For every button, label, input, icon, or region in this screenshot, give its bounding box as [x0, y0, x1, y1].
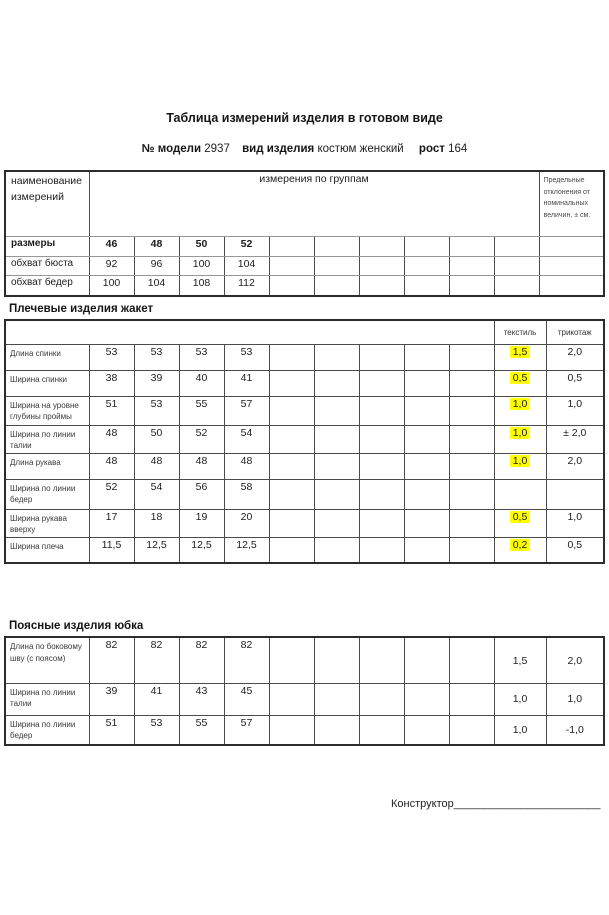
knit-tolerance-cell: 0,5	[546, 370, 604, 396]
empty-cell	[269, 453, 314, 479]
empty-cell	[494, 257, 539, 276]
empty-cell	[404, 509, 449, 537]
skirt-table-body	[5, 637, 604, 745]
textile-tolerance-cell	[494, 344, 546, 370]
table-row	[5, 344, 604, 370]
empty-cell	[269, 237, 314, 257]
empty-cell	[269, 509, 314, 537]
value-cell: 39	[89, 683, 134, 715]
row-label: Длина спинки	[5, 344, 89, 370]
knit-tolerance-cell: ± 2,0	[546, 425, 604, 453]
empty-cell	[314, 715, 359, 745]
model-value: 2937	[204, 143, 230, 155]
value-cell: 40	[179, 370, 224, 396]
empty-cell	[359, 537, 404, 563]
empty-cell	[404, 396, 449, 425]
empty-cell	[449, 396, 494, 425]
size-table-body	[5, 237, 604, 296]
tolerance-cell	[539, 276, 604, 296]
knit-tolerance-cell: 1,0	[546, 509, 604, 537]
empty-cell	[269, 715, 314, 745]
empty-cell	[449, 683, 494, 715]
value-cell: 100	[179, 257, 224, 276]
empty-cell	[449, 276, 494, 296]
value-cell: 51	[89, 715, 134, 745]
signature-underline: ________________________	[453, 798, 601, 811]
col-header-tolerance: Предельные отклонения от номинальных величин, ± см.	[539, 171, 604, 237]
row-label: Ширина спинки	[5, 370, 89, 396]
value-cell: 55	[179, 715, 224, 745]
col-header-measurement-name: наименование измерений	[5, 171, 89, 237]
value-cell: 55	[179, 396, 224, 425]
empty-cell	[404, 276, 449, 296]
value-cell: 53	[224, 344, 269, 370]
table-row	[5, 509, 604, 537]
value-cell: 100	[89, 276, 134, 296]
knit-tolerance-cell: -1,0	[546, 715, 604, 745]
empty-cell	[359, 257, 404, 276]
empty-cell	[314, 396, 359, 425]
value-cell: 46	[89, 237, 134, 257]
textile-tolerance-cell	[494, 396, 546, 425]
value-cell: 12,5	[224, 537, 269, 563]
product-type-label: вид изделия	[242, 143, 315, 155]
product-type-value: костюм женский	[317, 143, 404, 155]
row-label: Ширина по линии бедер	[5, 479, 89, 509]
jacket-table-body	[5, 344, 604, 563]
page-title: Таблица измерений изделия в готовом виде	[166, 111, 443, 125]
textile-tolerance-cell: 1,0	[494, 715, 546, 745]
empty-cell	[314, 479, 359, 509]
value-cell: 39	[134, 370, 179, 396]
knit-tolerance-cell: 2,0	[546, 344, 604, 370]
value-cell: 54	[134, 479, 179, 509]
value-cell: 82	[224, 637, 269, 683]
value-cell: 43	[179, 683, 224, 715]
empty-cell	[314, 537, 359, 563]
empty-cell	[404, 237, 449, 257]
table-row	[5, 396, 604, 425]
highlighted-value: 1,0	[510, 427, 531, 439]
textile-tolerance-cell	[494, 453, 546, 479]
empty-cell	[404, 715, 449, 745]
empty-cell	[359, 715, 404, 745]
table-row	[5, 537, 604, 563]
value-cell: 108	[179, 276, 224, 296]
jacket-table-header-row	[5, 320, 604, 345]
value-cell: 48	[89, 425, 134, 453]
value-cell: 48	[224, 453, 269, 479]
empty-cell	[404, 370, 449, 396]
empty-cell	[494, 276, 539, 296]
value-cell: 82	[134, 637, 179, 683]
value-cell: 53	[134, 344, 179, 370]
table-row	[5, 453, 604, 479]
empty-cell	[269, 637, 314, 683]
value-cell: 18	[134, 509, 179, 537]
value-cell: 52	[89, 479, 134, 509]
textile-tolerance-cell: 1,0	[494, 683, 546, 715]
empty-cell	[314, 637, 359, 683]
row-label: Ширина плеча	[5, 537, 89, 563]
value-cell: 41	[224, 370, 269, 396]
row-label: Длина рукава	[5, 453, 89, 479]
row-label: Ширина по линии талии	[5, 425, 89, 453]
value-cell: 12,5	[179, 537, 224, 563]
value-cell: 104	[134, 276, 179, 296]
value-cell: 92	[89, 257, 134, 276]
highlighted-value: 1,0	[510, 455, 531, 467]
size-table-header-row	[5, 171, 604, 237]
table-row	[5, 257, 604, 276]
value-cell: 48	[134, 237, 179, 257]
section-title-skirt: Поясные изделия юбка	[9, 620, 144, 633]
tolerance-cell	[539, 237, 604, 257]
height-value: 164	[448, 143, 468, 155]
empty-cell	[359, 509, 404, 537]
value-cell: 20	[224, 509, 269, 537]
table-row	[5, 425, 604, 453]
empty-cell	[269, 257, 314, 276]
value-cell: 12,5	[134, 537, 179, 563]
empty-cell	[269, 479, 314, 509]
highlighted-value: 1,0	[510, 398, 531, 410]
value-cell: 53	[179, 344, 224, 370]
highlighted-value: 0,2	[510, 539, 531, 551]
empty-cell	[449, 715, 494, 745]
constructor-label: Конструктор	[391, 798, 454, 811]
value-cell: 57	[224, 715, 269, 745]
empty-cell	[404, 257, 449, 276]
empty-cell	[359, 683, 404, 715]
empty-cell	[359, 344, 404, 370]
empty-cell	[449, 537, 494, 563]
skirt-table	[4, 636, 605, 746]
empty-cell	[359, 453, 404, 479]
knit-tolerance-cell	[546, 479, 604, 509]
model-info-line	[0, 143, 609, 155]
empty-cell	[314, 425, 359, 453]
col-header-textile: текстиль	[494, 320, 546, 345]
value-cell: 54	[224, 425, 269, 453]
section-title-jacket: Плечевые изделия жакет	[9, 302, 154, 315]
empty-cell	[404, 479, 449, 509]
value-cell: 50	[134, 425, 179, 453]
empty-cell	[359, 479, 404, 509]
value-cell: 82	[89, 637, 134, 683]
empty-cell	[404, 344, 449, 370]
knit-tolerance-cell: 0,5	[546, 537, 604, 563]
empty-cell	[449, 479, 494, 509]
value-cell: 53	[134, 396, 179, 425]
value-cell: 52	[224, 237, 269, 257]
row-label: обхват бюста	[5, 257, 89, 276]
row-label: Ширина на уровне глубины проймы	[5, 396, 89, 425]
empty-cell	[404, 453, 449, 479]
size-table	[4, 170, 605, 297]
highlighted-value: 1,5	[510, 346, 531, 358]
textile-tolerance-cell: 1,5	[494, 637, 546, 683]
value-cell: 17	[89, 509, 134, 537]
value-cell: 82	[179, 637, 224, 683]
constructor-signature-line	[391, 798, 609, 810]
empty-cell	[269, 344, 314, 370]
empty-cell	[359, 637, 404, 683]
table-row	[5, 637, 604, 683]
value-cell: 53	[89, 344, 134, 370]
table-row	[5, 370, 604, 396]
jacket-table	[4, 319, 605, 565]
knit-tolerance-cell: 1,0	[546, 396, 604, 425]
value-cell: 56	[179, 479, 224, 509]
height-label: рост	[418, 143, 445, 155]
empty-cell	[314, 370, 359, 396]
row-label: обхват бедер	[5, 276, 89, 296]
empty-cell	[269, 537, 314, 563]
value-cell: 48	[134, 453, 179, 479]
empty-cell	[404, 425, 449, 453]
empty-cell	[494, 237, 539, 257]
textile-tolerance-cell	[494, 479, 546, 509]
value-cell: 51	[89, 396, 134, 425]
empty-cell	[314, 683, 359, 715]
empty-cell	[404, 637, 449, 683]
value-cell: 104	[224, 257, 269, 276]
empty-cell	[449, 637, 494, 683]
value-cell: 96	[134, 257, 179, 276]
empty-cell	[359, 276, 404, 296]
empty-cell	[404, 683, 449, 715]
empty-cell	[314, 237, 359, 257]
knit-tolerance-cell: 2,0	[546, 453, 604, 479]
empty-cell	[269, 683, 314, 715]
value-cell: 112	[224, 276, 269, 296]
value-cell: 48	[179, 453, 224, 479]
tolerance-cell	[539, 257, 604, 276]
empty-cell	[449, 237, 494, 257]
row-label: Ширина по линии талии	[5, 683, 89, 715]
row-label: размеры	[5, 237, 89, 257]
empty-cell	[269, 276, 314, 296]
value-cell: 53	[134, 715, 179, 745]
textile-tolerance-cell	[494, 370, 546, 396]
textile-tolerance-cell	[494, 425, 546, 453]
value-cell: 41	[134, 683, 179, 715]
empty-cell	[269, 425, 314, 453]
empty-cell	[314, 453, 359, 479]
row-label: Длина по боковому шву (с поясом)	[5, 637, 89, 683]
value-cell: 52	[179, 425, 224, 453]
empty-header-cell	[5, 320, 494, 345]
table-row	[5, 715, 604, 745]
value-cell: 48	[89, 453, 134, 479]
knit-tolerance-cell: 2,0	[546, 637, 604, 683]
table-row	[5, 237, 604, 257]
table-row	[5, 276, 604, 296]
textile-tolerance-cell	[494, 537, 546, 563]
value-cell: 58	[224, 479, 269, 509]
value-cell: 57	[224, 396, 269, 425]
highlighted-value: 0,5	[510, 511, 531, 523]
empty-cell	[449, 509, 494, 537]
empty-cell	[359, 370, 404, 396]
highlighted-value: 0,5	[510, 372, 531, 384]
row-label: Ширина рукава вверху	[5, 509, 89, 537]
empty-cell	[449, 425, 494, 453]
empty-cell	[269, 396, 314, 425]
empty-cell	[359, 237, 404, 257]
col-header-group-measurements: измерения по группам	[89, 171, 539, 237]
table-row	[5, 479, 604, 509]
col-header-knit: трикотаж	[546, 320, 604, 345]
table-row	[5, 683, 604, 715]
value-cell: 38	[89, 370, 134, 396]
empty-cell	[314, 509, 359, 537]
value-cell: 50	[179, 237, 224, 257]
textile-tolerance-cell	[494, 509, 546, 537]
value-cell: 45	[224, 683, 269, 715]
empty-cell	[314, 276, 359, 296]
empty-cell	[449, 344, 494, 370]
value-cell: 19	[179, 509, 224, 537]
empty-cell	[449, 370, 494, 396]
empty-cell	[449, 453, 494, 479]
row-label: Ширина по линии бедер	[5, 715, 89, 745]
empty-cell	[359, 396, 404, 425]
empty-cell	[314, 344, 359, 370]
empty-cell	[449, 257, 494, 276]
knit-tolerance-cell: 1,0	[546, 683, 604, 715]
model-label: № модели	[141, 143, 202, 155]
empty-cell	[359, 425, 404, 453]
empty-cell	[269, 370, 314, 396]
value-cell: 11,5	[89, 537, 134, 563]
empty-cell	[314, 257, 359, 276]
empty-cell	[404, 537, 449, 563]
